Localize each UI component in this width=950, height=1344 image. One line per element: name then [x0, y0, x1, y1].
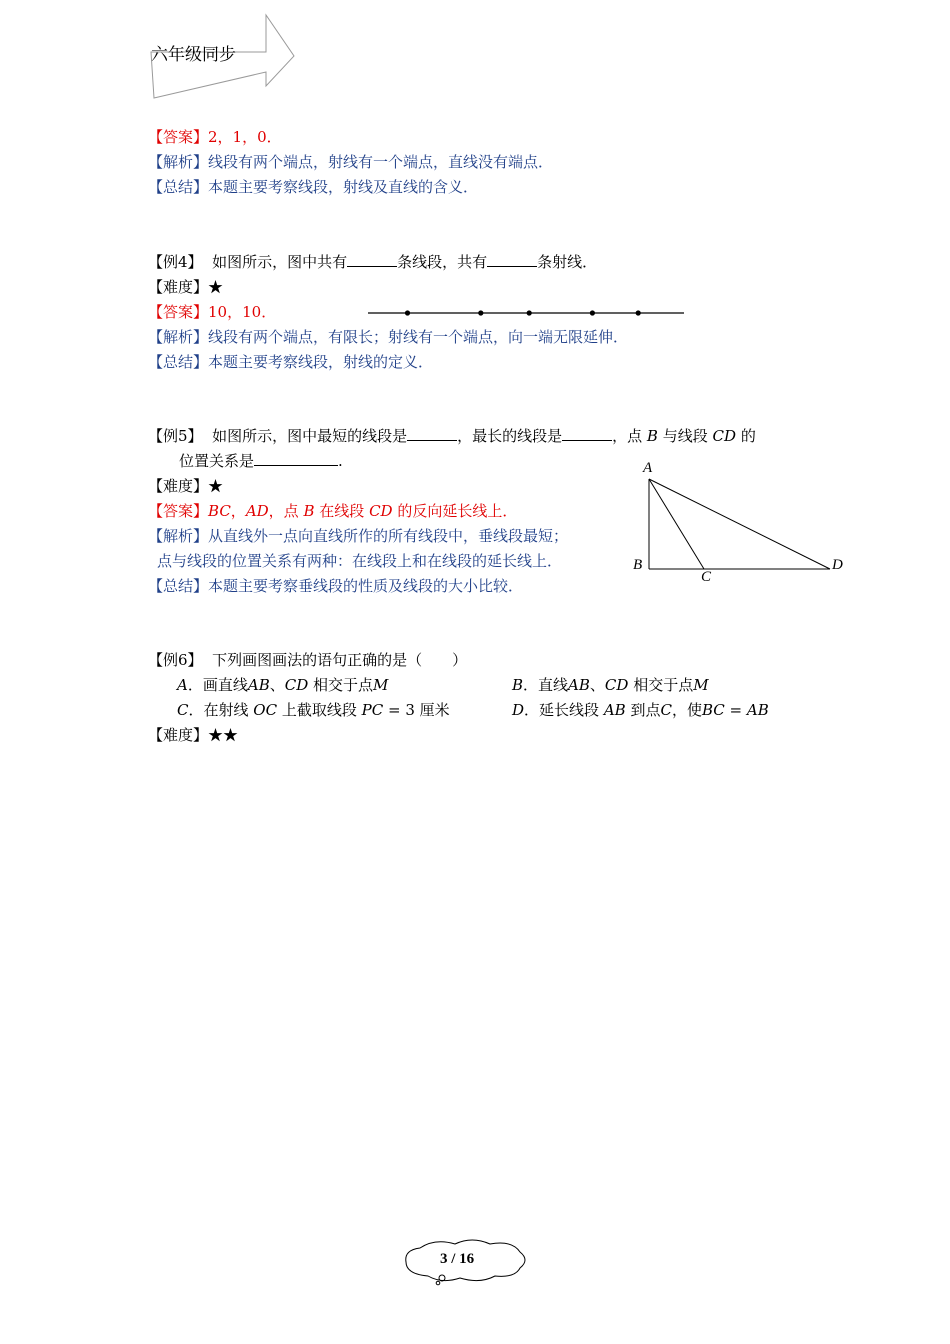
- ex4-answer: [148, 301, 276, 323]
- ex5-question-part: ，最长的线段是: [457, 427, 563, 445]
- answer-part: 的反向延长线上．: [397, 502, 518, 520]
- answer-part: CD: [369, 502, 393, 520]
- ex4-point-3: [527, 310, 532, 315]
- difficulty-stars: ★★: [208, 726, 239, 744]
- analysis-tag: 【解析】: [148, 527, 209, 545]
- analysis-tag: 【解析】: [148, 153, 209, 171]
- ex5-summary: [148, 575, 523, 597]
- answer-part: BC: [208, 502, 231, 520]
- ex4-point-5: [636, 310, 641, 315]
- option-part: PC: [361, 701, 384, 719]
- ex4-point-4: [590, 310, 595, 315]
- ex5-question-part: 如图所示，图中最短的线段是: [212, 427, 408, 445]
- option-part: CD: [604, 676, 629, 694]
- option-part: 相交于点: [313, 676, 374, 694]
- option-part: ．在射线: [188, 701, 249, 719]
- ex5-question-part: 与线段: [662, 427, 708, 445]
- difficulty-tag: 【难度】: [148, 278, 209, 296]
- header-title: 六年级同步: [151, 45, 236, 65]
- ex4-summary: [148, 351, 433, 373]
- ex5-question: [148, 425, 756, 447]
- option-key: B: [512, 676, 524, 694]
- ex6-option-c: [177, 699, 450, 721]
- answer-tag: 【答案】: [148, 128, 209, 146]
- analysis-text: 点与线段的位置关系有两种：在线段上和在线段的延长线上．: [157, 552, 563, 570]
- ex5-difficulty: [148, 475, 223, 497]
- option-part: = 3 厘米: [383, 701, 450, 719]
- label-A: A: [643, 460, 653, 476]
- ex4-difficulty: [148, 276, 223, 298]
- answer-line: [148, 126, 282, 148]
- answer-part: ，点: [268, 502, 299, 520]
- option-part: AB: [568, 676, 590, 694]
- option-part: ，使: [671, 701, 702, 719]
- option-part: CD: [284, 676, 309, 694]
- ex5-blank-3: [254, 450, 338, 466]
- ex6-question-text: 下列画图画法的语句正确的是（ ）: [212, 651, 468, 669]
- summary-tag: 【总结】: [148, 178, 209, 196]
- label-D: D: [832, 557, 843, 573]
- difficulty-stars: ★: [208, 477, 224, 495]
- option-part: 到点: [630, 701, 661, 719]
- ex5-question-part: B: [646, 427, 658, 445]
- option-part: ．延长线段: [524, 701, 600, 719]
- ex5-question-part: 的: [740, 427, 756, 445]
- label-C: C: [701, 569, 712, 585]
- answer-text: 2，1，0．: [208, 128, 282, 146]
- option-part: AB: [603, 701, 626, 719]
- option-part: 相交于点: [633, 676, 694, 694]
- analysis-text: 从直线外一点向直线所作的所有线段中，垂线段最短；: [208, 527, 569, 545]
- answer-part: AD: [245, 502, 269, 520]
- answer-tag: 【答案】: [148, 303, 209, 321]
- answer-part: 在线段: [319, 502, 365, 520]
- option-part: C: [660, 701, 672, 719]
- option-part: ．画直线: [187, 676, 248, 694]
- ex4-point-1: [405, 310, 410, 315]
- ex4-line-figure: [368, 306, 688, 320]
- ex6-option-a: [177, 674, 388, 696]
- option-key: C: [177, 701, 189, 719]
- summary-tag: 【总结】: [148, 353, 209, 371]
- analysis-text: 线段有两个端点，有限长；射线有一个端点，向一端无限延伸．: [208, 328, 629, 346]
- option-part: 、: [269, 676, 285, 694]
- ex5-tag: 【例5】: [148, 427, 203, 445]
- ex5-question-part: CD: [712, 427, 737, 445]
- summary-line: [148, 176, 478, 198]
- answer-tag: 【答案】: [148, 502, 209, 520]
- difficulty-stars: ★: [208, 278, 224, 296]
- ex4-blank-1: [347, 251, 397, 267]
- ex4-question: [148, 251, 597, 273]
- option-part: M: [693, 676, 709, 694]
- summary-text: 本题主要考察线段，射线及直线的含义．: [208, 178, 479, 196]
- option-part: ．直线: [523, 676, 569, 694]
- ex4-point-2: [478, 310, 483, 315]
- option-part: 、: [589, 676, 605, 694]
- ex4-question-part: 如图所示，图中共有: [212, 253, 348, 271]
- ex5-blank-2: [562, 425, 612, 441]
- ex5-question-part: .: [338, 452, 343, 470]
- answer-part: B: [303, 502, 315, 520]
- answer-text: 10，10．: [208, 303, 277, 321]
- ex5-analysis: [148, 525, 568, 547]
- option-part: AB: [746, 701, 769, 719]
- ex4-question-part: 条射线．: [537, 253, 598, 271]
- option-part: AB: [247, 676, 270, 694]
- ex6-tag: 【例6】: [148, 651, 203, 669]
- ex6-option-d: [512, 699, 769, 721]
- ex4-blank-2: [487, 251, 537, 267]
- ex6-difficulty: [148, 724, 238, 746]
- summary-tag: 【总结】: [148, 577, 209, 595]
- option-key: D: [512, 701, 525, 719]
- analysis-tag: 【解析】: [148, 328, 209, 346]
- summary-text: 本题主要考察垂线段的性质及线段的大小比较．: [208, 577, 524, 595]
- difficulty-tag: 【难度】: [148, 726, 209, 744]
- ex5-triangle-figure: [625, 455, 855, 585]
- ex5-answer: [148, 500, 517, 522]
- option-part: OC: [253, 701, 278, 719]
- ex4-question-part: 条线段，共有: [397, 253, 488, 271]
- ex5-question-part: 位置关系是: [179, 452, 255, 470]
- label-B: B: [633, 557, 643, 573]
- ex5-question-line2: [179, 450, 343, 472]
- ex4-analysis: [148, 326, 628, 348]
- ex6-option-b: [512, 674, 709, 696]
- ex5-question-part: ，点: [612, 427, 643, 445]
- difficulty-tag: 【难度】: [148, 477, 209, 495]
- ex5-blank-1: [407, 425, 457, 441]
- answer-part: ，: [230, 502, 246, 520]
- option-part: =: [724, 701, 747, 719]
- option-part: 上截取线段: [281, 701, 357, 719]
- summary-text: 本题主要考察线段，射线的定义．: [208, 353, 434, 371]
- ex5-analysis-line2: [157, 550, 562, 572]
- analysis-text: 线段有两个端点，射线有一个端点，直线没有端点．: [208, 153, 554, 171]
- analysis-line: [148, 151, 553, 173]
- page-number: 3 / 16: [440, 1251, 475, 1267]
- option-part: M: [373, 676, 389, 694]
- ex4-tag: 【例4】: [148, 253, 203, 271]
- option-part: BC: [701, 701, 725, 719]
- option-key: A: [177, 676, 188, 694]
- ex6-question: [148, 649, 467, 671]
